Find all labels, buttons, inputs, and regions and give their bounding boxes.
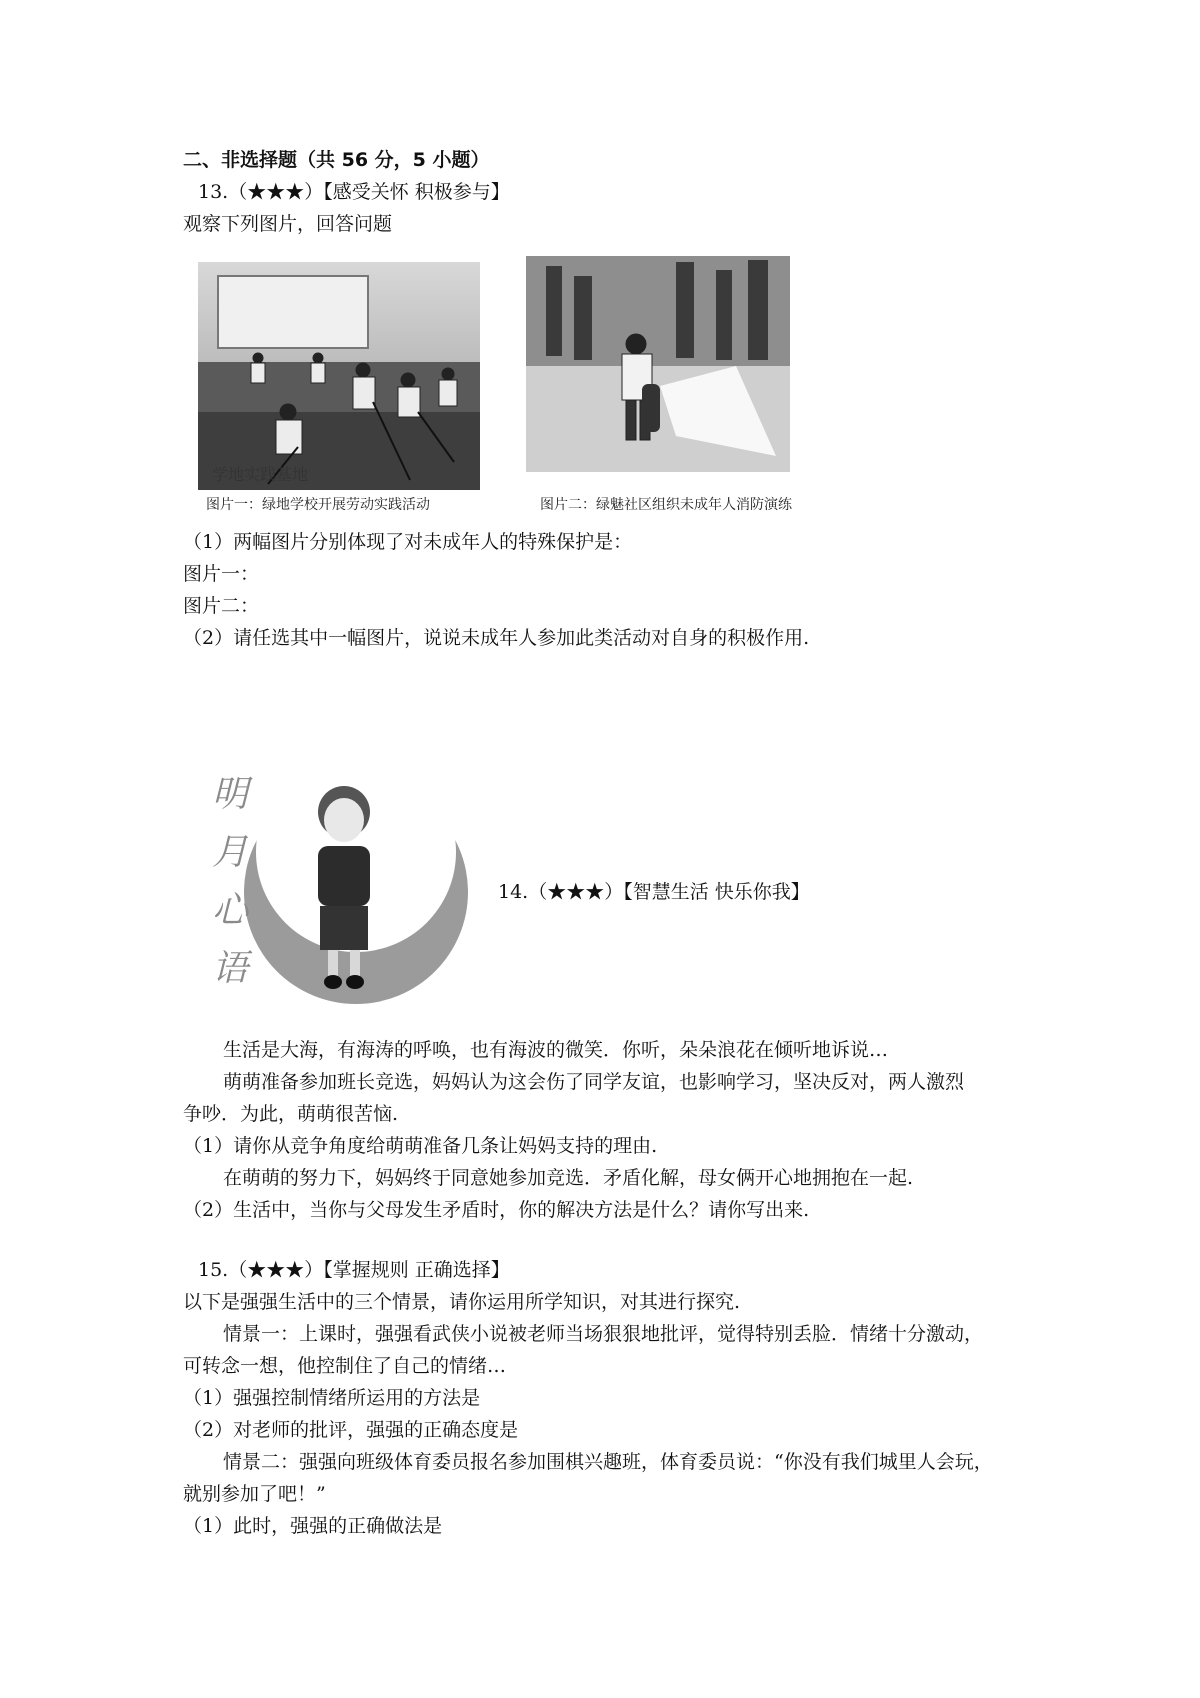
q15-scene1-a: 情景一：上课时，强强看武侠小说被老师当场狠狠地批评，觉得特别丢脸．情绪十分激动， [223, 1323, 984, 1345]
photo-fire-drill [526, 256, 790, 472]
moon-side-char-2: 月 [212, 832, 249, 873]
q15-intro: 以下是强强生活中的三个情景，请你运用所学知识，对其进行探究. [183, 1291, 741, 1313]
moon-side-char-1: 明 [212, 774, 249, 815]
q14-paragraph-3: 在萌萌的努力下，妈妈终于同意她参加竞选．矛盾化解，母女俩开心地拥抱在一起. [223, 1167, 914, 1189]
q15-scene2-a: 情景二：强强向班级体育委员报名参加围棋兴趣班，体育委员说：“你没有我们城里人会玩， [223, 1451, 993, 1473]
q13-sub2: （2）请任选其中一幅图片，说说未成年人参加此类活动对自身的积极作用. [183, 627, 810, 649]
q15-scene1-b: 可转念一想，他控制住了自己的情绪… [183, 1355, 507, 1377]
moon-side-char-4: 语 [212, 948, 249, 989]
q14-paragraph-1: 生活是大海，有海涛的呼唤，也有海波的微笑．你听，朵朵浪花在倾听地诉说… [223, 1039, 889, 1061]
moon-girl-illustration [206, 760, 486, 1012]
section-title: 二、非选择题（共 56 分，5 小题） [183, 149, 490, 171]
q13-sub1: （1）两幅图片分别体现了对未成年人的特殊保护是： [183, 531, 633, 553]
photo-labor-practice [198, 262, 480, 490]
q14-sub1: （1）请你从竞争角度给萌萌准备几条让妈妈支持的理由. [183, 1135, 658, 1157]
q15-heading: 15.（★★★）【掌握规则 正确选择】 [198, 1259, 510, 1281]
q14-sub2: （2）生活中，当你与父母发生矛盾时，你的解决方法是什么？请你写出来. [183, 1199, 810, 1221]
moon-side-char-3: 心 [212, 890, 249, 931]
photo1-caption: 图片一：绿地学校开展劳动实践活动 [206, 497, 430, 513]
q15-scene2-b: 就别参加了吧！” [183, 1483, 326, 1505]
q14-heading: 14.（★★★）【智慧生活 快乐你我】 [498, 881, 810, 903]
q13-heading: 13.（★★★）【感受关怀 积极参与】 [198, 181, 510, 203]
q14-paragraph-2b: 争吵．为此，萌萌很苦恼. [183, 1103, 399, 1125]
q15-scene1-q1: （1）强强控制情绪所运用的方法是 [183, 1387, 481, 1409]
q13-instruction: 观察下列图片，回答问题 [183, 213, 393, 235]
q15-scene1-q2: （2）对老师的批评，强强的正确态度是 [183, 1419, 519, 1441]
photo2-caption: 图片二：绿魅社区组织未成年人消防演练 [540, 497, 792, 513]
photo1-sign-text: 学地实践基地 [212, 465, 309, 484]
q15-scene2-q1: （1）此时，强强的正确做法是 [183, 1515, 443, 1537]
q14-paragraph-2a: 萌萌准备参加班长竞选，妈妈认为这会伤了同学友谊，也影响学习，坚决反对，两人激烈 [223, 1071, 965, 1093]
q13-pic2: 图片二： [183, 595, 260, 617]
q13-pic1: 图片一： [183, 563, 260, 585]
